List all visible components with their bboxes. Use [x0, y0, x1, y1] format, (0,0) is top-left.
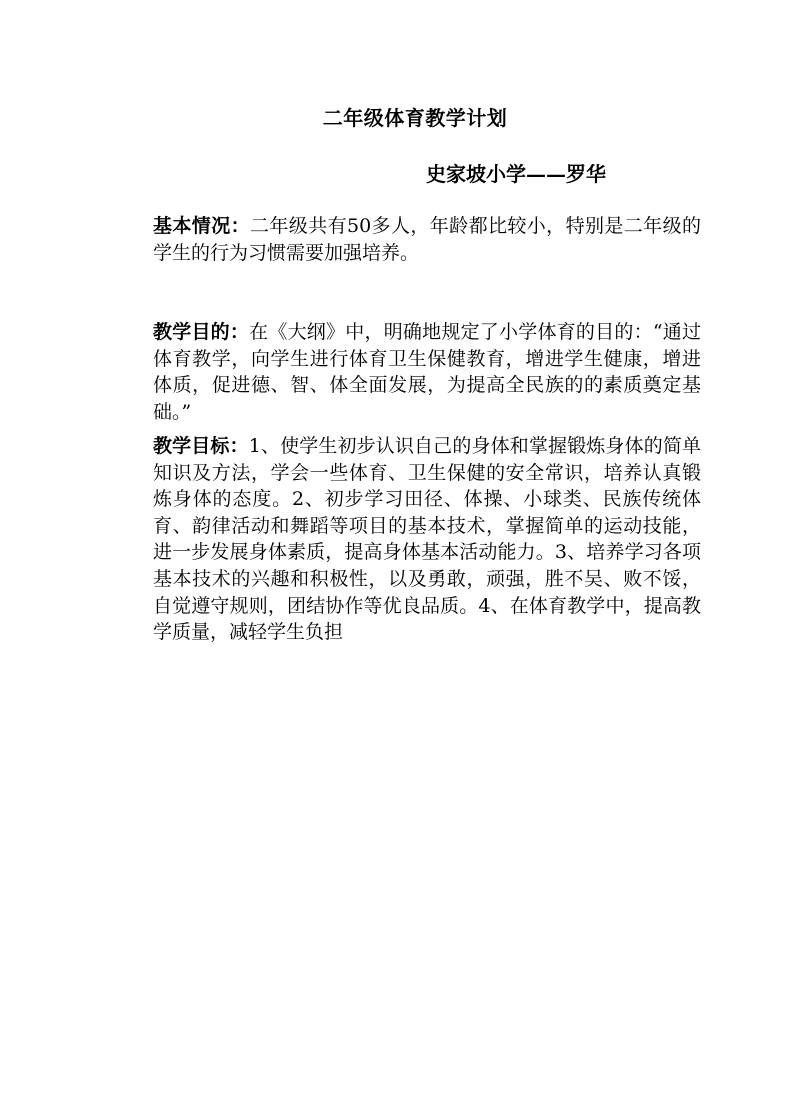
author-line: 史家坡小学——罗华: [426, 162, 606, 186]
page-title: 二年级体育教学计划: [322, 106, 508, 130]
section-text: 1、使学生初步认识自己的身体和掌握锻炼身体的简单知识及方法，学会一些体育、卫生保健的安全常识，培养认真锻炼身体的态度。2、初步学习田径、体操、小球类、民族传统体育、韵律活动和舞蹈等项目的基本技术，掌握简单的运动技能，进一步发展身体素质，提高身体基本活动能力。3、培养学习各项基本技术的兴趣和积极性，以及勇敢，顽强，胜不吴、败不馁，自觉遵守规则，团结协作等优良品质。4、在体育教学中，提高教学质量，减轻学生负担: [153, 435, 701, 644]
section-label: 基本情况：: [153, 215, 250, 237]
section-teaching-purpose: [153, 319, 701, 425]
section-basic-situation: [153, 213, 701, 266]
section-label: 教学目标：: [153, 435, 249, 457]
section-label: 教学目的：: [153, 321, 250, 343]
section-text: 二年级共有50多人，年龄都比较小，特别是二年级的学生的行为习惯需要加强培养。: [153, 215, 701, 264]
section-text: 在《大纲》中，明确地规定了小学体育的目的：“通过体育教学，向学生进行体育卫生保健教育，增进学生健康，增进体质，促进德、智、体全面发展，为提高全民族的的素质奠定基础。”: [153, 321, 701, 423]
section-teaching-goals: [153, 433, 701, 646]
